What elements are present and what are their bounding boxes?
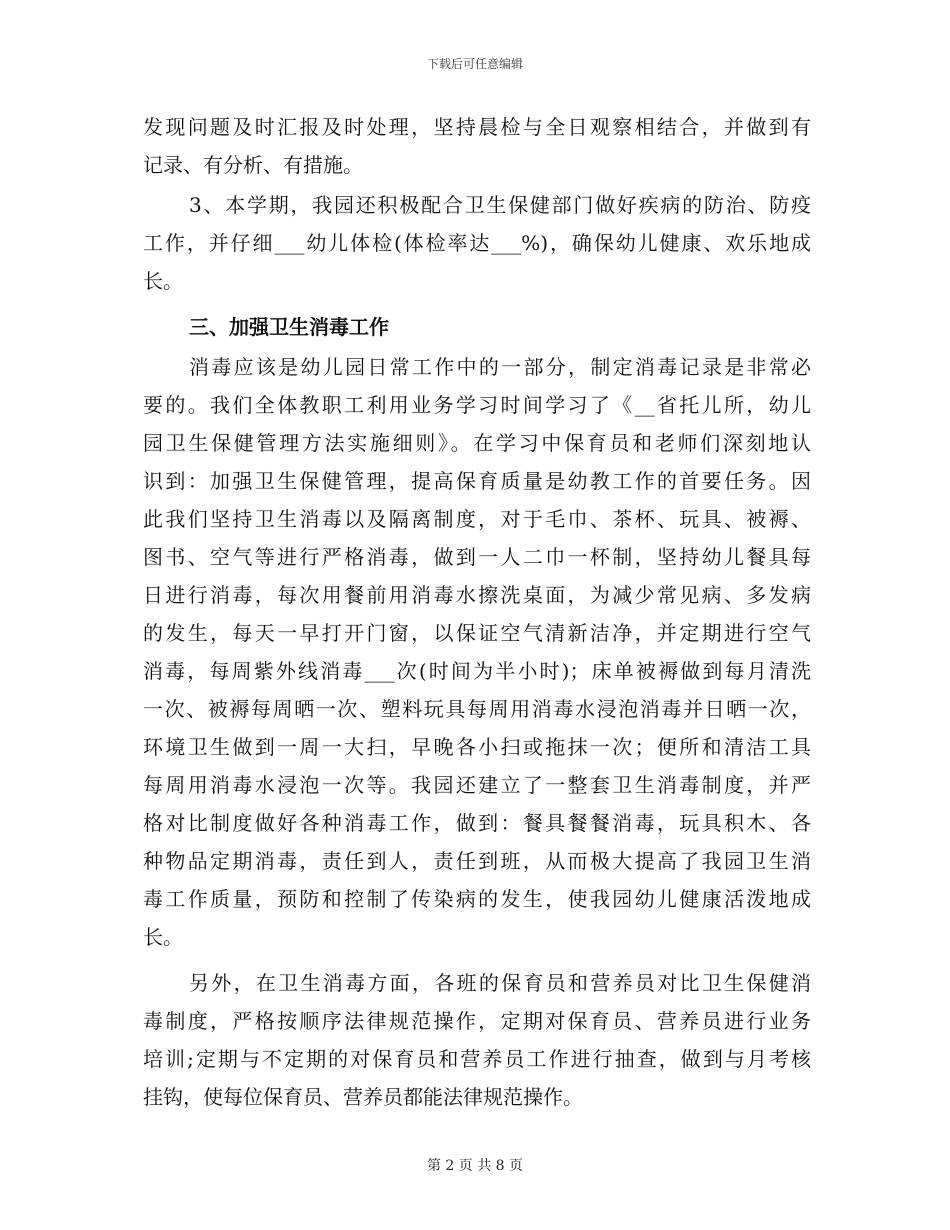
page-header-note: 下载后可任意编辑 xyxy=(426,57,523,71)
text-line: 发现问题及时汇报及时处理，坚持晨检与全日观察相结合，并做到有 xyxy=(143,115,811,139)
text-line: 挂钩，使每位保育员、营养员都能法律规范操作。 xyxy=(143,1085,583,1109)
paragraph-3 xyxy=(143,348,811,956)
text-line: 日进行消毒，每次用餐前用消毒水擦洗桌面，为减少常见病、多发病 xyxy=(143,583,811,607)
text-line: 消毒，每周紫外线消毒___次(时间为半小时)；床单被褥做到每月清洗 xyxy=(143,659,811,683)
text-line: 要的。我们全体教职工利用业务学习时间学习了《__省托儿所，幼儿 xyxy=(143,393,811,417)
text-line: 环境卫生做到一周一大扫，早晚各小扫或拖抹一次；便所和清洁工具 xyxy=(143,735,811,759)
text-line: 此我们坚持卫生消毒以及隔离制度，对于毛巾、茶杯、玩具、被褥、 xyxy=(143,507,811,531)
text-line: 园卫生保健管理方法实施细则》。在学习中保育员和老师们深刻地认 xyxy=(143,431,811,455)
paragraph-1 xyxy=(143,108,811,184)
text-line: 一次、被褥每周晒一次、塑料玩具每周用消毒水浸泡消毒并日晒一次， xyxy=(143,697,811,721)
paragraph-2 xyxy=(143,186,811,300)
text-line: 毒制度，严格按顺序法律规范操作，定期对保育员、营养员进行业务 xyxy=(143,1009,811,1033)
page-number: 第 2 页 共 8 页 xyxy=(426,1158,524,1174)
text-line: 毒工作质量，预防和控制了传染病的发生，使我园幼儿健康活泼地成 xyxy=(143,887,811,911)
document-body xyxy=(143,108,811,1116)
text-line: 另外，在卫生消毒方面，各班的保育员和营养员对比卫生保健消 xyxy=(189,971,811,995)
text-line: 培训;定期与不定期的对保育员和营养员工作进行抽查，做到与月考核 xyxy=(143,1047,811,1071)
text-line: 每周用消毒水浸泡一次等。我园还建立了一整套卫生消毒制度，并严 xyxy=(143,773,811,797)
section-heading xyxy=(143,308,811,346)
paragraph-4 xyxy=(143,964,811,1116)
text-line: 格对比制度做好各种消毒工作，做到：餐具餐餐消毒，玩具积木、各 xyxy=(143,811,811,835)
text-line: 消毒应该是幼儿园日常工作中的一部分，制定消毒记录是非常必 xyxy=(189,355,811,379)
text-line: 长。 xyxy=(143,269,183,293)
text-line: 工作，并仔细___幼儿体检(体检率达___%)，确保幼儿健康、欢乐地成 xyxy=(143,231,811,255)
text-line: 记录、有分析、有措施。 xyxy=(143,153,363,177)
text-line: 的发生，每天一早打开门窗，以保证空气清新洁净，并定期进行空气 xyxy=(143,621,811,645)
text-line: 种物品定期消毒，责任到人，责任到班，从而极大提高了我园卫生消 xyxy=(143,849,811,873)
text-line: 图书、空气等进行严格消毒，做到一人二巾一杯制，坚持幼儿餐具每 xyxy=(143,545,811,569)
text-line: 长。 xyxy=(143,925,183,949)
section-title: 三、加强卫生消毒工作 xyxy=(189,315,389,339)
text-line: 3、本学期，我园还积极配合卫生保健部门做好疾病的防治、防疫 xyxy=(189,193,811,217)
text-line: 识到：加强卫生保健管理，提高保育质量是幼教工作的首要任务。因 xyxy=(143,469,811,493)
